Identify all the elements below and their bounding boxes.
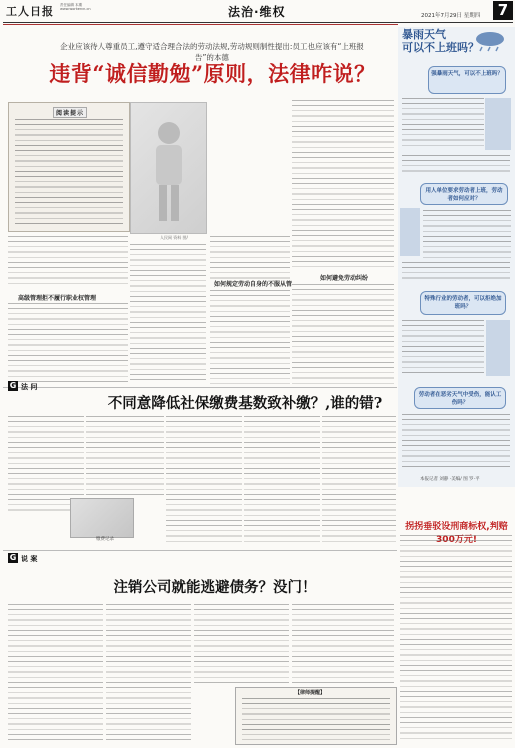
person-illustration (131, 103, 206, 233)
page-number: 7 (493, 1, 513, 20)
section-divider-2 (3, 550, 397, 551)
masthead-title: 工人日报 (6, 5, 54, 18)
lead-col2-text (130, 244, 206, 384)
fawen-col4-text (244, 416, 320, 544)
fawen-illustration (70, 498, 134, 538)
header-rule (3, 22, 513, 23)
right-news-headline: 拐拐垂驳设刑商标权,判赔300万元! (405, 522, 508, 545)
editorial-text (15, 119, 123, 227)
sidebar-question-4: 劳动者在恶劣天气中受伤，能认工伤吗？ (414, 387, 506, 409)
shuoan-col4-text (292, 604, 394, 684)
lead-col4-text (292, 100, 394, 270)
sidebar-title: 暴雨天气 可以不上班吗？ (402, 28, 479, 54)
sidebar-question-1: 强暴雨天气，可以不上班吗？ (428, 66, 506, 94)
shuoan-headline: 注销公司就能逃避债务？没门！ (113, 579, 317, 596)
worker-figure (400, 208, 420, 256)
lead-col1-text (8, 236, 128, 288)
sidebar-question-2: 用人单位要求劳动者上班，劳动者如何应对？ (420, 183, 508, 205)
dateline: 2021年7月29日 星期四 (421, 13, 481, 19)
section-label-fawen: 法 问 (21, 383, 38, 391)
lead-subhead-3: 如何避免劳动纠纷 (320, 275, 369, 282)
editorial-box (8, 102, 130, 232)
header-accent-rule (3, 24, 398, 25)
shuoan-col1-text (8, 604, 103, 744)
editorial-label: 阅读提示 (53, 107, 87, 118)
masthead-subtitle: 责任编辑 本期 www.workercn.cn (60, 3, 91, 11)
sidebar-credit: 本报记者 刘静 ·美编/ 图 罗·平 (420, 477, 480, 482)
fawen-col2-text (86, 416, 164, 496)
lawyer-tips-text (242, 698, 390, 740)
section-tag-fawen: G (9, 381, 17, 390)
fawen-col3-text (166, 416, 242, 544)
sidebar-question-3: 特殊行业的劳动者，可以拒绝加班吗？ (420, 291, 506, 315)
section-title: 法治·维权 (228, 5, 286, 19)
lead-headline: 违背“诚信勤勉”原则，法律咋说？ (49, 61, 376, 86)
fawen-headline: 不同意降低社保缴费基数致补缴？,谁的错? (107, 395, 383, 412)
section-tag-shuoan: G (9, 553, 17, 562)
section-divider-1 (3, 387, 397, 388)
lead-col3-text-b (210, 290, 290, 384)
lead-kicker: 企业应该待人尊重员工,遵守适合理合法的劳动法规,劳动规则制性提出:员工也应该有“上班报告”的本德 (60, 42, 364, 62)
lead-col1-text-b (8, 303, 128, 383)
sidebar-answer-3 (402, 320, 484, 376)
cloud-rain-icon (470, 30, 510, 52)
sidebar-answer-2 (423, 210, 511, 258)
lead-col4-text-b (292, 284, 394, 384)
sidebar-answer-1b (402, 155, 510, 175)
right-news-text (400, 535, 512, 743)
photo-caption: 人民网 资料 图/ (160, 235, 188, 240)
sidebar-answer-1 (402, 98, 484, 150)
shuoan-col2-text (106, 604, 191, 744)
lawyer-tips-title: 【律师提醒】 (295, 690, 326, 696)
section-label-shuoan: 说 案 (21, 555, 38, 563)
lead-col3-text (210, 236, 290, 280)
lead-subhead-1: 高级管理拒不履行职业权管理 (18, 295, 97, 302)
umbrella-figure (485, 98, 511, 150)
rain-figure (486, 320, 510, 376)
sidebar-answer-2b (402, 262, 510, 282)
shuoan-col3-text (194, 604, 289, 684)
lead-photo (130, 102, 207, 234)
sidebar-answer-4 (402, 414, 510, 470)
fawen-col5-text (322, 416, 396, 544)
fawen-caption: 缴费记录 (96, 537, 114, 542)
lead-subhead-2: 如何规定劳动自身的不服从管 (214, 281, 293, 288)
